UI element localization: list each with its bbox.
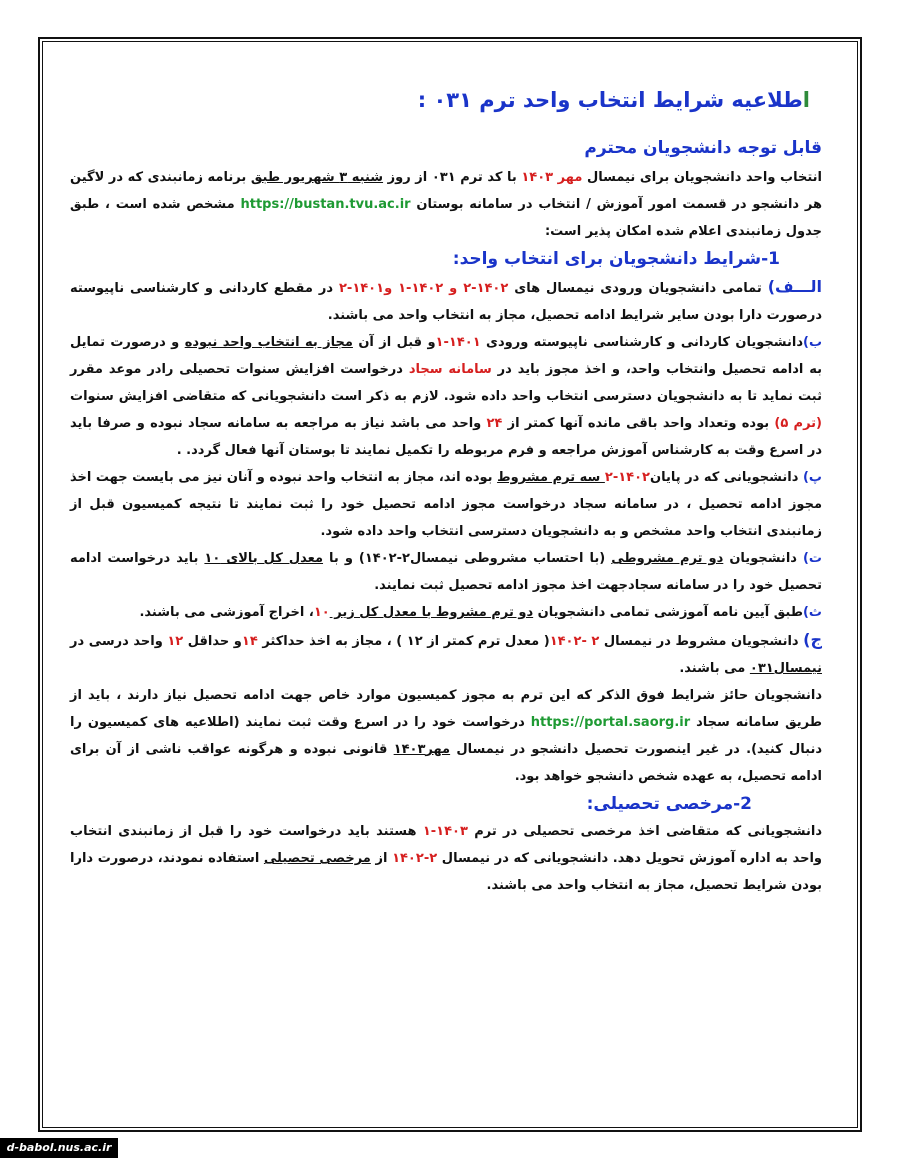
leave-term: ۱۴۰۳-۱ [422, 824, 468, 839]
item-underlined: سه ترم مشروط [497, 470, 605, 485]
para-text: دانشجویان حائز شرایط فوق الذکر که این ترم به مجوز کمیسیون موارد خاص جهت ادامه تحصیل نیاز دارند ، باید از طریق سامانه سجاد [70, 688, 822, 730]
intro-paragraph [70, 164, 822, 245]
item-number: ۱۰ [313, 605, 330, 620]
item-pe [70, 464, 822, 545]
commission-paragraph [70, 682, 822, 790]
item-text: طبق آیین نامه آموزشی تمامی دانشجویان [533, 605, 803, 620]
item-text: دانشجویان [723, 551, 803, 566]
item-alef [70, 273, 822, 329]
item-underlined: معدل کل بالای ۱۰ [204, 551, 324, 566]
attention-heading: قابل توجه دانشجویان محترم [584, 138, 822, 158]
intro-text: برنامه زمانبندی که در لاگین هر دانشجو در قسمت امور آموزش / انتخاب در سامانه بوستان [70, 170, 822, 212]
item-text: ( معدل ترم کمتر از ۱۲ ) ، مجاز به اخذ حداکثر [257, 634, 550, 649]
item-text: تمامی دانشجویان ورودی نیمسال های [508, 281, 768, 296]
item-text: درخواست افزایش سنوات تحصیلی رادر موعد مقرر ثبت نماید تا به دانشجویان دسترسی انتخاب واحد داده شود. لازم به ذکر است دانشجویانی که متقاضی افزایش سنوات [70, 362, 822, 404]
item-label: ب) [803, 335, 823, 350]
section-2-heading: 2-مرخصی تحصیلی: [586, 794, 752, 814]
para-underlined: مرخصی تحصیلی [263, 851, 371, 866]
para-text: دانشجویانی که متقاضی اخذ مرخصی تحصیلی در ترم [467, 824, 822, 839]
item-underlined: مجاز به انتخاب واحد نبوده [184, 335, 353, 350]
item-terms: ۱۴۰۲-۲ و ۱۴۰۲-۱ و۱۴۰۱-۲ [338, 281, 509, 296]
para-text: درخواست خود را در اسرع وقت ثبت نمایند (اطلاعیه های کمیسیون را دنبال کنید). در غیر اینصورت تحصیل دانشجو در نیمسال [70, 715, 822, 757]
item-underlined: دو ترم مشروط با معدل کل زیر [329, 605, 534, 620]
item-label: ت) [802, 551, 822, 566]
intro-text: مشخص شده است ، طبق جدول زمانبندی اعلام شده امکان پذیر است: [70, 197, 822, 239]
item-text: و قبل از آن [352, 335, 436, 350]
intro-text: با کد ترم ۰۳۱ از روز [383, 170, 522, 185]
title-first-letter: ا [802, 88, 810, 112]
item-text: باید درخواست ادامه تحصیل خود را در سامانه سجادجهت اخذ مجوز ادامه تحصیل ثبت نمایند. [70, 551, 822, 593]
item-text: دانشجویانی که در پایان [649, 470, 803, 485]
item-text: بوده اند، مجاز به انتخاب واحد نبوده و آنان نیز می بایست جهت اخذ مجوز ادامه تحصیل ، در سامانه سجاد درخواست مجوز ادامه تحصیل خود را ثبت نمایند تا نتیجه کمیسیون قبل از زمانبندی انتخاب واحد مشخص و به دانشجویان دسترسی انتخاب واحد داده شود. [70, 470, 822, 539]
para-text: استفاده نمودند، درصورت دارا بودن شرایط تحصیل، مجاز به انتخاب واحد می باشند. [70, 851, 822, 893]
item-text: واحد درسی در [70, 634, 168, 649]
title-text: طلاعیه شرایط انتخاب واحد ترم ۰۳۱ : [417, 88, 803, 112]
item-text: و حداقل [183, 634, 242, 649]
item-text: در مقطع کاردانی و کارشناسی ناپیوسته درصورت دارا بودن سایر شرایط ادامه تحصیل، مجاز به انتخاب واحد می باشند. [70, 281, 822, 323]
item-underlined: دو ترم مشروطی [611, 551, 724, 566]
intro-text: انتخاب واحد دانشجویان برای نیمسال [582, 170, 822, 185]
para-text: از [370, 851, 393, 866]
item-label: پ) [802, 470, 822, 485]
item-underlined: نیمسال۰۳۱ [749, 661, 822, 676]
item-label: الـــف) [767, 277, 822, 296]
site-watermark: d-babol.nus.ac.ir [0, 1138, 118, 1158]
item-term: ۲ -۱۴۰۲ [549, 634, 600, 649]
item-term: ۱۴۰۱-۱ [435, 335, 481, 350]
announcement-body [70, 88, 822, 899]
item-text: می باشند. [679, 661, 750, 676]
item-text: دانشجویان مشروط در نیمسال [599, 634, 804, 649]
item-text: (با احتساب مشروطی نیمسال۲-۱۴۰۲) و با [323, 551, 612, 566]
item-label: ج) [803, 630, 823, 649]
item-text: واحد می باشد نیاز به مراجعه به سامانه سجاد نبوده و صرفا باید در اسرع وقت به کارشناس آموزش مراجعه و فرم مربوطه را تکمیل نمایند تا بوستان آنها فعال گردد. . [70, 416, 822, 458]
intro-month: مهر ۱۴۰۳ [521, 170, 583, 185]
bustan-link[interactable]: https://bustan.tvu.ac.ir [240, 197, 411, 212]
item-text: و درصورت تمایل به ادامه تحصیل وانتخاب واحد، و اخذ مجوز باید در [70, 335, 822, 377]
leave-term: ۲-۱۴۰۲ [392, 851, 438, 866]
item-number: ۲۴ [486, 416, 503, 431]
page-title [70, 88, 810, 112]
item-term: ۱۴۰۲-۲ [604, 470, 650, 485]
item-number: ۱۲ [167, 634, 184, 649]
para-text: هستند باید درخواست خود را قبل از زمانبندی انتخاب واحد به اداره آموزش تحویل دهد. دانشجویانی که در نیمسال [70, 824, 822, 866]
item-label: ث) [802, 605, 822, 620]
item-the [70, 599, 822, 626]
section-1-heading: 1-شرایط دانشجویان برای انتخاب واحد: [452, 249, 780, 269]
leave-paragraph [70, 818, 822, 899]
item-jim [70, 626, 822, 682]
para-text: قانونی نبوده و هرگونه عواقب ناشی از آن برای ادامه تحصیل، به عهده شخص دانشجو خواهد بود. [70, 742, 822, 784]
item-number: ۱۴ [241, 634, 258, 649]
para-underlined: مهر۱۴۰۳ [393, 742, 451, 757]
intro-day: شنبه ۳ شهریور طبق [250, 170, 384, 185]
saorg-link[interactable]: https://portal.saorg.ir [530, 715, 691, 730]
item-te [70, 545, 822, 599]
item-text: ، اخراج آموزشی می باشند. [139, 605, 314, 620]
item-text: بوده وتعداد واحد باقی مانده آنها کمتر از [502, 416, 775, 431]
item-be [70, 329, 822, 464]
sajjad-system: سامانه سجاد [408, 362, 492, 377]
item-term5: (ترم ۵) [774, 416, 822, 431]
item-text: دانشجویان کاردانی و کارشناسی ناپیوسته ورودی [480, 335, 803, 350]
